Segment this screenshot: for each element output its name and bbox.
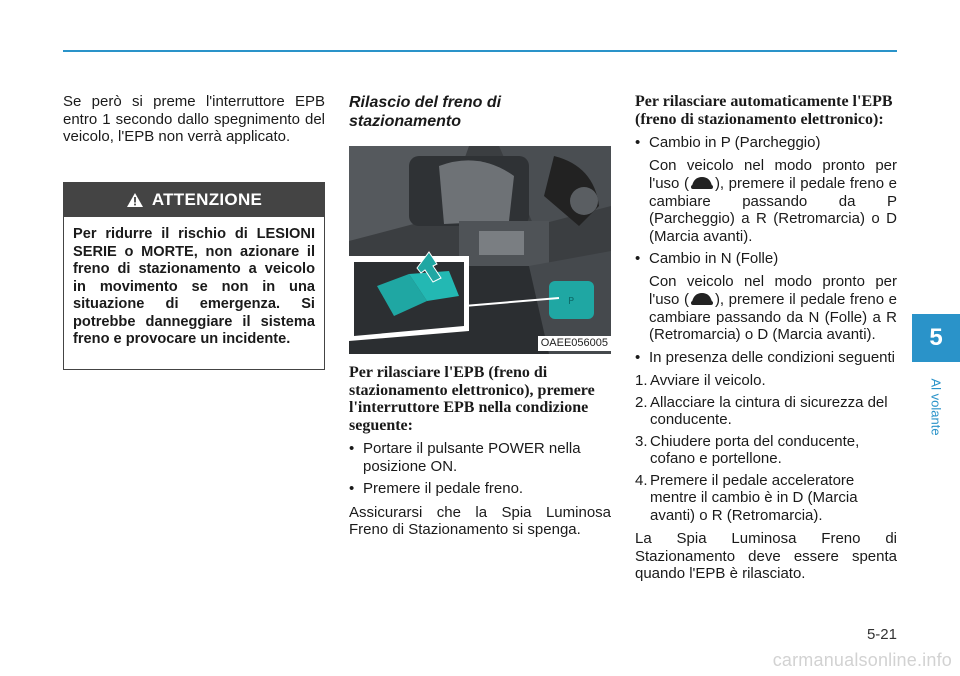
step-text: Avviare il veicolo. bbox=[650, 372, 766, 389]
detail-text: Con veicolo nel modo pronto per l'uso ( bbox=[649, 272, 897, 308]
detail-text: ), premere il pedale freno e cambiare passando da N (Folle) a R (Retromarcia) o D (Marcia avanti). bbox=[649, 291, 897, 343]
svg-text:P: P bbox=[567, 296, 575, 307]
chapter-label-text: Al volante bbox=[928, 378, 944, 436]
warning-text: Per ridurre il rischio di LESIONI SERIE o MORTE, non azionare il freno di stazionamento a veicolo in movimento se non in una situazione di emergenza. Si potrebbe danneggiare il sistema freno e provocare un incidente. bbox=[73, 226, 315, 347]
auto-release-bullets-2 bbox=[635, 250, 897, 268]
warning-triangle-icon bbox=[126, 192, 144, 208]
image-code: OAEE056005 bbox=[538, 336, 611, 351]
step-number: 3. bbox=[635, 432, 648, 450]
auto-release-heading: Per rilasciare automaticamente l'EPB (freno di stazionamento elettronico): bbox=[635, 93, 893, 128]
conditions-list bbox=[635, 372, 897, 524]
list-item: • Cambio in N (Folle) bbox=[635, 250, 897, 268]
list-item bbox=[635, 433, 897, 468]
auto-release-bullets-3 bbox=[635, 349, 897, 367]
list-item bbox=[635, 472, 897, 525]
auto-release-closing: La Spia Luminosa Freno di Stazionamento deve essere spenta quando l'EPB è rilasciato. bbox=[635, 530, 897, 582]
step-text: Chiudere porta del conducente, cofano e portellone. bbox=[650, 432, 860, 467]
column-right bbox=[635, 93, 897, 589]
ready-car-icon bbox=[689, 290, 715, 308]
chapter-label bbox=[912, 362, 960, 452]
release-bullets bbox=[349, 440, 611, 498]
step-number: 1. bbox=[635, 372, 648, 389]
warning-title: ATTENZIONE bbox=[151, 190, 263, 209]
intro-paragraph: Se però si preme l'interruttore EPB entro 1 secondo dallo spegnimento del veicolo, l'EPB non verrà applicato. bbox=[63, 93, 325, 145]
step-text: Premere il pedale acceleratore mentre il cambio è in D (Marcia avanti) o R (Retromarcia). bbox=[650, 471, 858, 524]
header-rule bbox=[63, 50, 897, 52]
list-item bbox=[635, 394, 897, 429]
column-middle bbox=[349, 93, 611, 545]
page-number: 5-21 bbox=[866, 626, 897, 643]
subheading-release-condition: Per rilasciare l'EPB (freno di stazionamento elettronico), premere l'interruttore EPB nella condizione seguente: bbox=[349, 364, 595, 434]
release-closing: Assicurarsi che la Spia Luminosa Freno di Stazionamento si spenga. bbox=[349, 503, 611, 538]
warning-header bbox=[64, 183, 324, 217]
list-item: • Portare il pulsante POWER nella posizione ON. bbox=[349, 440, 611, 475]
chapter-tab: 5 bbox=[912, 314, 960, 362]
list-item: • Cambio in P (Parcheggio) bbox=[635, 134, 897, 152]
list-item: • In presenza delle condizioni seguenti bbox=[635, 349, 897, 367]
column-left bbox=[63, 93, 325, 152]
section-heading-release: Rilascio del freno di stazionamento bbox=[349, 94, 502, 130]
step-number: 4. bbox=[635, 471, 648, 489]
auto-release-bullets bbox=[635, 134, 897, 152]
console-illustration bbox=[349, 146, 611, 354]
list-item bbox=[635, 372, 897, 390]
warning-box bbox=[63, 182, 325, 370]
bullet-2-detail bbox=[635, 273, 897, 344]
epb-switch-photo bbox=[349, 146, 611, 354]
watermark: carmanualsonline.info bbox=[772, 650, 952, 670]
step-number: 2. bbox=[635, 393, 648, 411]
bullet-1-detail bbox=[635, 157, 897, 246]
step-text: Allacciare la cintura di sicurezza del conducente. bbox=[650, 393, 888, 428]
list-item: • Premere il pedale freno. bbox=[349, 480, 611, 498]
ready-car-icon bbox=[689, 174, 715, 192]
detail-text: ), premere il pedale freno e cambiare passando da P (Parcheggio) a R (Retromarcia) o D (Marcia avanti). bbox=[649, 175, 897, 245]
detail-text: Con veicolo nel modo pronto per l'uso ( bbox=[649, 156, 897, 192]
